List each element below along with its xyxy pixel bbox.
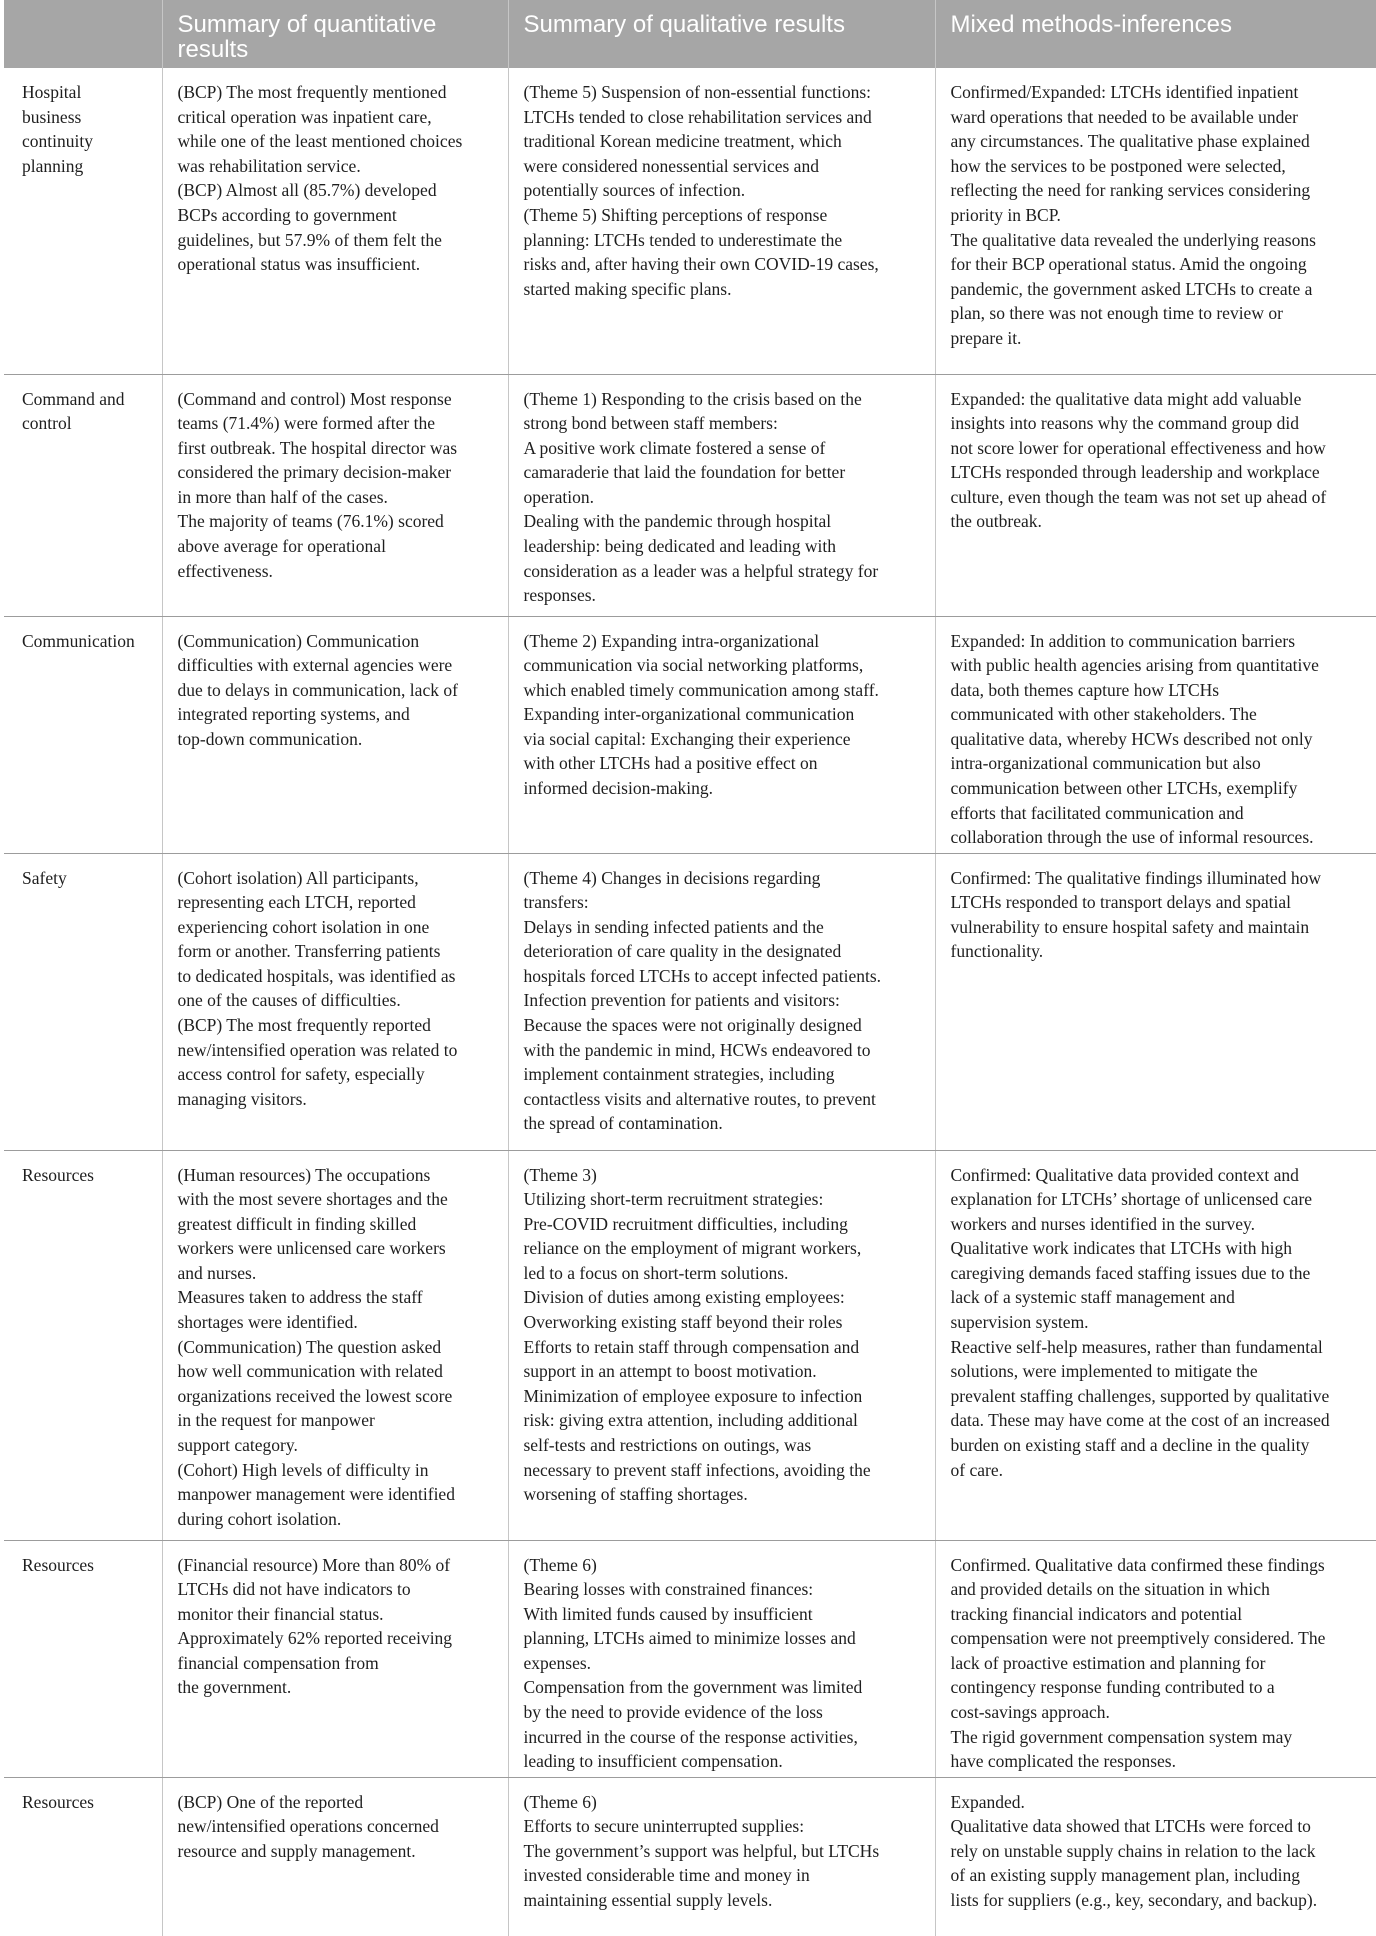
cell-text-line: effectiveness. bbox=[177, 560, 273, 581]
cell-text-line: integrated reporting systems, and bbox=[177, 704, 410, 725]
cell-text-line: Safety bbox=[22, 867, 67, 888]
cell-text-line: culture, even though the team was not set up ahead of bbox=[950, 486, 1327, 507]
cell-text-line: support in an attempt to boost motivation. bbox=[523, 1361, 817, 1382]
cell-text-line: difficulties with external agencies were bbox=[177, 655, 453, 676]
row-category-cell bbox=[4, 1150, 162, 1540]
cell-text-line: financial compensation from bbox=[177, 1652, 379, 1673]
cell-text-line: lack of proactive estimation and planning for bbox=[950, 1652, 1266, 1673]
cell-text-line: Confirmed: The qualitative findings illuminated how bbox=[950, 867, 1322, 888]
cell-text-line: business bbox=[22, 106, 82, 127]
cell-text-line: Resources bbox=[22, 1554, 94, 1575]
cell-text-line: hospitals forced LTCHs to accept infected patients. bbox=[523, 965, 882, 986]
cell-text-line: Division of duties among existing employees: bbox=[523, 1287, 845, 1308]
cell-text-line: Utilizing short-term recruitment strategies: bbox=[523, 1189, 824, 1210]
cell-text-line: the government. bbox=[177, 1677, 292, 1698]
cell-text-line: compensation were not preemptively considered. The bbox=[950, 1628, 1326, 1649]
cell-text-line: Efforts to secure uninterrupted supplies: bbox=[523, 1816, 805, 1837]
cell-text-line: guidelines, but 57.9% of them felt the bbox=[177, 229, 442, 250]
cell-text-line: the spread of contamination. bbox=[523, 1113, 723, 1134]
qualitative-cell bbox=[508, 374, 935, 616]
cell-text-line: risks and, after having their own COVID-19 cases, bbox=[523, 254, 879, 275]
cell-text-line: lack of a systemic staff management and bbox=[950, 1287, 1235, 1308]
cell-text-line: one of the causes of difficulties. bbox=[177, 990, 401, 1011]
cell-text-line: leading to insufficient compensation. bbox=[523, 1751, 783, 1772]
cell-text-line: collaboration through the use of informal resources. bbox=[950, 827, 1314, 848]
cell-text-line: (Communication) The question asked bbox=[177, 1336, 442, 1357]
cell-text-line: burden on existing staff and a decline in the quality bbox=[950, 1435, 1310, 1456]
cell-text-line: for their BCP operational status. Amid the ongoing bbox=[950, 254, 1307, 275]
cell-text-line: considered the primary decision-maker bbox=[177, 462, 452, 483]
cell-text-line: was rehabilitation service. bbox=[177, 155, 361, 176]
table-row bbox=[4, 1540, 1376, 1777]
cell-text-line: incurred in the course of the response activities, bbox=[523, 1726, 858, 1747]
table-row bbox=[4, 1777, 1376, 1936]
cell-text-line: Qualitative work indicates that LTCHs with high bbox=[950, 1238, 1293, 1259]
cell-text-line: with the pandemic in mind, HCWs endeavored to bbox=[523, 1039, 871, 1060]
cell-text-line: (Theme 6) bbox=[523, 1791, 597, 1812]
cell-text-line: (Theme 6) bbox=[523, 1554, 597, 1575]
cell-text-line: resource and supply management. bbox=[177, 1840, 416, 1861]
cell-text-line: contactless visits and alternative routes, to prevent bbox=[523, 1088, 876, 1109]
row-category-cell bbox=[4, 68, 162, 374]
cell-text-line: with other LTCHs had a positive effect on bbox=[523, 753, 818, 774]
quantitative-cell bbox=[162, 1777, 508, 1936]
cell-text-line: potentially sources of infection. bbox=[523, 180, 746, 201]
cell-text-line: (Theme 1) Responding to the crisis based on the bbox=[523, 388, 862, 409]
qualitative-cell bbox=[508, 853, 935, 1150]
row-category-cell bbox=[4, 616, 162, 853]
cell-text-line: invested considerable time and money in bbox=[523, 1865, 810, 1886]
quantitative-cell bbox=[162, 374, 508, 616]
cell-text-line: traditional Korean medicine treatment, which bbox=[523, 131, 842, 152]
quantitative-cell bbox=[162, 1540, 508, 1777]
cell-text-line: Dealing with the pandemic through hospital bbox=[523, 511, 832, 532]
cell-text-line: Minimization of employee exposure to infection bbox=[523, 1385, 863, 1406]
cell-text-line: Confirmed: Qualitative data provided context and bbox=[950, 1164, 1299, 1185]
cell-text-line: due to delays in communication, lack of bbox=[177, 679, 458, 700]
cell-text-line: continuity bbox=[22, 131, 93, 152]
table-body bbox=[4, 68, 1376, 1936]
cell-text-line: monitor their financial status. bbox=[177, 1603, 384, 1624]
cell-text-line: in the request for manpower bbox=[177, 1410, 375, 1431]
cell-text-line: responses. bbox=[523, 585, 596, 606]
cell-text-line: data. These may have come at the cost of an increased bbox=[950, 1410, 1330, 1431]
cell-text-line: (Financial resource) More than 80% of bbox=[177, 1554, 451, 1575]
cell-text-line: operational status was insufficient. bbox=[177, 254, 421, 275]
cell-text-line: top-down communication. bbox=[177, 728, 363, 749]
table-row bbox=[4, 616, 1376, 853]
qualitative-cell bbox=[508, 68, 935, 374]
header-row bbox=[4, 0, 1376, 68]
cell-text-line: Qualitative data showed that LTCHs were forced to bbox=[950, 1816, 1311, 1837]
cell-text-line: leadership: being dedicated and leading with bbox=[523, 536, 836, 557]
cell-text-line: support category. bbox=[177, 1435, 298, 1456]
cell-text-line: LTCHs responded to transport delays and spatial bbox=[950, 892, 1292, 913]
cell-text-line: Compensation from the government was limited bbox=[523, 1677, 863, 1698]
cell-text-line: during cohort isolation. bbox=[177, 1508, 342, 1529]
cell-text-line: With limited funds caused by insufficient bbox=[523, 1603, 813, 1624]
cell-text-line: Pre-COVID recruitment difficulties, including bbox=[523, 1213, 848, 1234]
cell-text-line: The qualitative data revealed the underlying reasons bbox=[950, 229, 1316, 250]
quantitative-cell bbox=[162, 616, 508, 853]
cell-text-line: A positive work climate fostered a sense of bbox=[523, 437, 826, 458]
cell-text-line: ward operations that needed to be available under bbox=[950, 106, 1298, 127]
cell-text-line: planning bbox=[22, 155, 84, 176]
cell-text-line: Delays in sending infected patients and the bbox=[523, 916, 824, 937]
qualitative-cell bbox=[508, 1777, 935, 1936]
cell-text-line: the outbreak. bbox=[950, 511, 1042, 532]
cell-text-line: (Communication) Communication bbox=[177, 630, 420, 651]
cell-text-line: communication between other LTCHs, exemplify bbox=[950, 778, 1298, 799]
cell-text-line: Command and bbox=[22, 388, 125, 409]
cell-text-line: insights into reasons why the command group did bbox=[950, 413, 1300, 434]
table-row bbox=[4, 853, 1376, 1150]
cell-text-line: pandemic, the government asked LTCHs to create a bbox=[950, 278, 1313, 299]
cell-text-line: deterioration of care quality in the designated bbox=[523, 941, 842, 962]
cell-text-line: teams (71.4%) were formed after the bbox=[177, 413, 436, 434]
cell-text-line: worsening of staffing shortages. bbox=[523, 1484, 748, 1505]
table-container bbox=[4, 0, 1376, 1936]
cell-text-line: (Human resources) The occupations bbox=[177, 1164, 431, 1185]
cell-text-line: risk: giving extra attention, including additional bbox=[523, 1410, 858, 1431]
cell-text-line: implement containment strategies, including bbox=[523, 1064, 835, 1085]
cell-text-line: expenses. bbox=[523, 1652, 592, 1673]
cell-text-line: solutions, were implemented to mitigate the bbox=[950, 1361, 1258, 1382]
cell-text-line: organizations received the lowest score bbox=[177, 1385, 453, 1406]
inferences-cell bbox=[935, 616, 1376, 853]
cell-text-line: shortages were identified. bbox=[177, 1312, 358, 1333]
cell-text-line: have complicated the responses. bbox=[950, 1751, 1176, 1772]
cell-text-line: Expanded: the qualitative data might add valuable bbox=[950, 388, 1302, 409]
cell-text-line: Efforts to retain staff through compensation and bbox=[523, 1336, 860, 1357]
cell-text-line: prepare it. bbox=[950, 327, 1022, 348]
cell-text-line: manpower management were identified bbox=[177, 1484, 455, 1505]
cell-text-line: via social capital: Exchanging their experience bbox=[523, 728, 851, 749]
cell-text-line: how the services to be postponed were selected, bbox=[950, 155, 1286, 176]
cell-text-line: led to a focus on short-term solutions. bbox=[523, 1262, 789, 1283]
cell-text-line: rely on unstable supply chains in relation to the lack bbox=[950, 1840, 1316, 1861]
cell-text-line: supervision system. bbox=[950, 1312, 1089, 1333]
cell-text-line: The government’s support was helpful, but LTCHs bbox=[523, 1840, 880, 1861]
cell-text-line: first outbreak. The hospital director was bbox=[177, 437, 458, 458]
cell-text-line: data, both themes capture how LTCHs bbox=[950, 679, 1220, 700]
cell-text-line: qualitative data, whereby HCWs described not only bbox=[950, 728, 1313, 749]
table-row bbox=[4, 68, 1376, 374]
cell-text-line: control bbox=[22, 413, 72, 434]
cell-text-line: (Cohort isolation) All participants, bbox=[177, 867, 419, 888]
cell-text-line: explanation for LTCHs’ shortage of unlicensed care bbox=[950, 1189, 1313, 1210]
cell-text-line: contingency response funding contributed to a bbox=[950, 1677, 1275, 1698]
row-category-cell bbox=[4, 1777, 162, 1936]
cell-text-line: Communication bbox=[22, 630, 135, 651]
cell-text-line: communicated with other stakeholders. The bbox=[950, 704, 1257, 725]
cell-text-line: maintaining essential supply levels. bbox=[523, 1889, 773, 1910]
quantitative-cell bbox=[162, 68, 508, 374]
cell-text-line: caregiving demands faced staffing issues due to the bbox=[950, 1262, 1311, 1283]
cell-text-line: experiencing cohort isolation in one bbox=[177, 916, 430, 937]
cell-text-line: (BCP) The most frequently mentioned bbox=[177, 82, 447, 102]
cell-text-line: in more than half of the cases. bbox=[177, 486, 388, 507]
cell-text-line: managing visitors. bbox=[177, 1088, 307, 1109]
cell-text-line: self-tests and restrictions on outings, was bbox=[523, 1435, 812, 1456]
cell-text-line: (Theme 5) Suspension of non-essential functions: bbox=[523, 82, 872, 102]
cell-text-line: of an existing supply management plan, including bbox=[950, 1865, 1300, 1886]
cell-text-line: reflecting the need for ranking services considering bbox=[950, 180, 1311, 201]
cell-text-line: access control for safety, especially bbox=[177, 1064, 425, 1085]
cell-text-line: form or another. Transferring patients bbox=[177, 941, 441, 962]
cell-text-line: Hospital bbox=[22, 82, 82, 102]
cell-text-line: communication via social networking platforms, bbox=[523, 655, 864, 676]
cell-text-line: intra-organizational communication but also bbox=[950, 753, 1261, 774]
table-row bbox=[4, 374, 1376, 616]
header-quantitative: Summary of quantitative results bbox=[162, 0, 508, 68]
cell-text-line: not score lower for operational effectiveness and how bbox=[950, 437, 1326, 458]
cell-text-line: Confirmed/Expanded: LTCHs identified inpatient bbox=[950, 82, 1299, 102]
cell-text-line: reliance on the employment of migrant workers, bbox=[523, 1238, 862, 1259]
qualitative-cell bbox=[508, 616, 935, 853]
cell-text-line: with public health agencies arising from quantitative bbox=[950, 655, 1319, 676]
cell-text-line: to dedicated hospitals, was identified as bbox=[177, 965, 456, 986]
header-category bbox=[4, 0, 162, 68]
inferences-cell bbox=[935, 853, 1376, 1150]
quantitative-cell bbox=[162, 1150, 508, 1540]
cell-text-line: LTCHs did not have indicators to bbox=[177, 1579, 411, 1600]
cell-text-line: (Theme 3) bbox=[523, 1164, 597, 1185]
row-category-cell bbox=[4, 374, 162, 616]
cell-text-line: (Theme 2) Expanding intra-organizational bbox=[523, 630, 820, 651]
cell-text-line: BCPs according to government bbox=[177, 204, 397, 225]
row-category-cell bbox=[4, 1540, 162, 1777]
cell-text-line: Resources bbox=[22, 1791, 94, 1812]
cell-text-line: of care. bbox=[950, 1459, 1003, 1480]
cell-text-line: Because the spaces were not originally designed bbox=[523, 1015, 862, 1036]
cell-text-line: (Command and control) Most response bbox=[177, 388, 452, 409]
cell-text-line: vulnerability to ensure hospital safety and maintain bbox=[950, 916, 1310, 937]
inferences-cell bbox=[935, 1540, 1376, 1777]
cell-text-line: necessary to prevent staff infections, avoiding the bbox=[523, 1459, 871, 1480]
cell-text-line: critical operation was inpatient care, bbox=[177, 106, 432, 127]
cell-text-line: prevalent staffing challenges, supported by qualitative bbox=[950, 1385, 1330, 1406]
qualitative-cell bbox=[508, 1150, 935, 1540]
cell-text-line: operation. bbox=[523, 486, 594, 507]
cell-text-line: greatest difficult in finding skilled bbox=[177, 1213, 417, 1234]
inferences-cell bbox=[935, 1150, 1376, 1540]
cell-text-line: strong bond between staff members: bbox=[523, 413, 778, 434]
cell-text-line: lists for suppliers (e.g., key, secondary, and backup). bbox=[950, 1889, 1318, 1910]
cell-text-line: were considered nonessential services and bbox=[523, 155, 819, 176]
row-category-cell bbox=[4, 853, 162, 1150]
cell-text-line: by the need to provide evidence of the loss bbox=[523, 1702, 823, 1723]
cell-text-line: Resources bbox=[22, 1164, 94, 1185]
cell-text-line: workers were unlicensed care workers bbox=[177, 1238, 446, 1259]
cell-text-line: Reactive self-help measures, rather than fundamental bbox=[950, 1336, 1323, 1357]
cell-text-line: The majority of teams (76.1%) scored bbox=[177, 511, 444, 532]
qualitative-cell bbox=[508, 1540, 935, 1777]
cell-text-line: efforts that facilitated communication and bbox=[950, 802, 1244, 823]
cell-text-line: Measures taken to address the staff bbox=[177, 1287, 423, 1308]
cell-text-line: Expanding inter-organizational communication bbox=[523, 704, 855, 725]
cell-text-line: tracking financial indicators and potential bbox=[950, 1603, 1243, 1624]
cell-text-line: LTCHs responded through leadership and workplace bbox=[950, 462, 1320, 483]
cell-text-line: representing each LTCH, reported bbox=[177, 892, 416, 913]
cell-text-line: (BCP) One of the reported bbox=[177, 1791, 364, 1812]
cell-text-line: (Theme 4) Changes in decisions regarding bbox=[523, 867, 821, 888]
cell-text-line: (Theme 5) Shifting perceptions of response bbox=[523, 204, 828, 225]
cell-text-line: (BCP) The most frequently reported bbox=[177, 1015, 431, 1036]
cell-text-line: (BCP) Almost all (85.7%) developed bbox=[177, 180, 437, 201]
cell-text-line: Approximately 62% reported receiving bbox=[177, 1628, 453, 1649]
cell-text-line: and nurses. bbox=[177, 1262, 257, 1283]
cell-text-line: Infection prevention for patients and visitors: bbox=[523, 990, 840, 1011]
cell-text-line: any circumstances. The qualitative phase explained bbox=[950, 131, 1310, 152]
header-inferences: Mixed methods-inferences bbox=[935, 0, 1376, 68]
cell-text-line: consideration as a leader was a helpful strategy for bbox=[523, 560, 879, 581]
cell-text-line: informed decision-making. bbox=[523, 778, 714, 799]
cell-text-line: and provided details on the situation in which bbox=[950, 1579, 1270, 1600]
inferences-cell bbox=[935, 68, 1376, 374]
cell-text-line: The rigid government compensation system may bbox=[950, 1726, 1293, 1747]
cell-text-line: how well communication with related bbox=[177, 1361, 443, 1382]
cell-text-line: cost-savings approach. bbox=[950, 1702, 1110, 1723]
cell-text-line: transfers: bbox=[523, 892, 589, 913]
cell-text-line: Overworking existing staff beyond their roles bbox=[523, 1312, 843, 1333]
cell-text-line: camaraderie that laid the foundation for better bbox=[523, 462, 846, 483]
cell-text-line: Expanded: In addition to communication barriers bbox=[950, 630, 1296, 651]
cell-text-line: priority in BCP. bbox=[950, 204, 1061, 225]
cell-text-line: new/intensified operation was related to bbox=[177, 1039, 458, 1060]
inferences-cell bbox=[935, 1777, 1376, 1936]
cell-text-line: new/intensified operations concerned bbox=[177, 1816, 439, 1837]
cell-text-line: planning, LTCHs aimed to minimize losses and bbox=[523, 1628, 856, 1649]
header-qualitative: Summary of qualitative results bbox=[508, 0, 935, 68]
cell-text-line: planning: LTCHs tended to underestimate the bbox=[523, 229, 843, 250]
cell-text-line: functionality. bbox=[950, 941, 1044, 962]
mixed-methods-table bbox=[4, 0, 1376, 1936]
table-row bbox=[4, 1150, 1376, 1540]
inferences-cell bbox=[935, 374, 1376, 616]
cell-text-line: (Cohort) High levels of difficulty in bbox=[177, 1459, 429, 1480]
cell-text-line: while one of the least mentioned choices bbox=[177, 131, 463, 152]
cell-text-line: started making specific plans. bbox=[523, 278, 732, 299]
cell-text-line: Bearing losses with constrained finances: bbox=[523, 1579, 814, 1600]
cell-text-line: with the most severe shortages and the bbox=[177, 1189, 448, 1210]
cell-text-line: plan, so there was not enough time to review or bbox=[950, 303, 1283, 324]
cell-text-line: Confirmed. Qualitative data confirmed these findings bbox=[950, 1554, 1325, 1575]
cell-text-line: above average for operational bbox=[177, 536, 386, 557]
cell-text-line: LTCHs tended to close rehabilitation services and bbox=[523, 106, 872, 127]
cell-text-line: workers and nurses identified in the survey. bbox=[950, 1213, 1256, 1234]
cell-text-line: Expanded. bbox=[950, 1791, 1025, 1812]
cell-text-line: which enabled timely communication among staff. bbox=[523, 679, 879, 700]
quantitative-cell bbox=[162, 853, 508, 1150]
